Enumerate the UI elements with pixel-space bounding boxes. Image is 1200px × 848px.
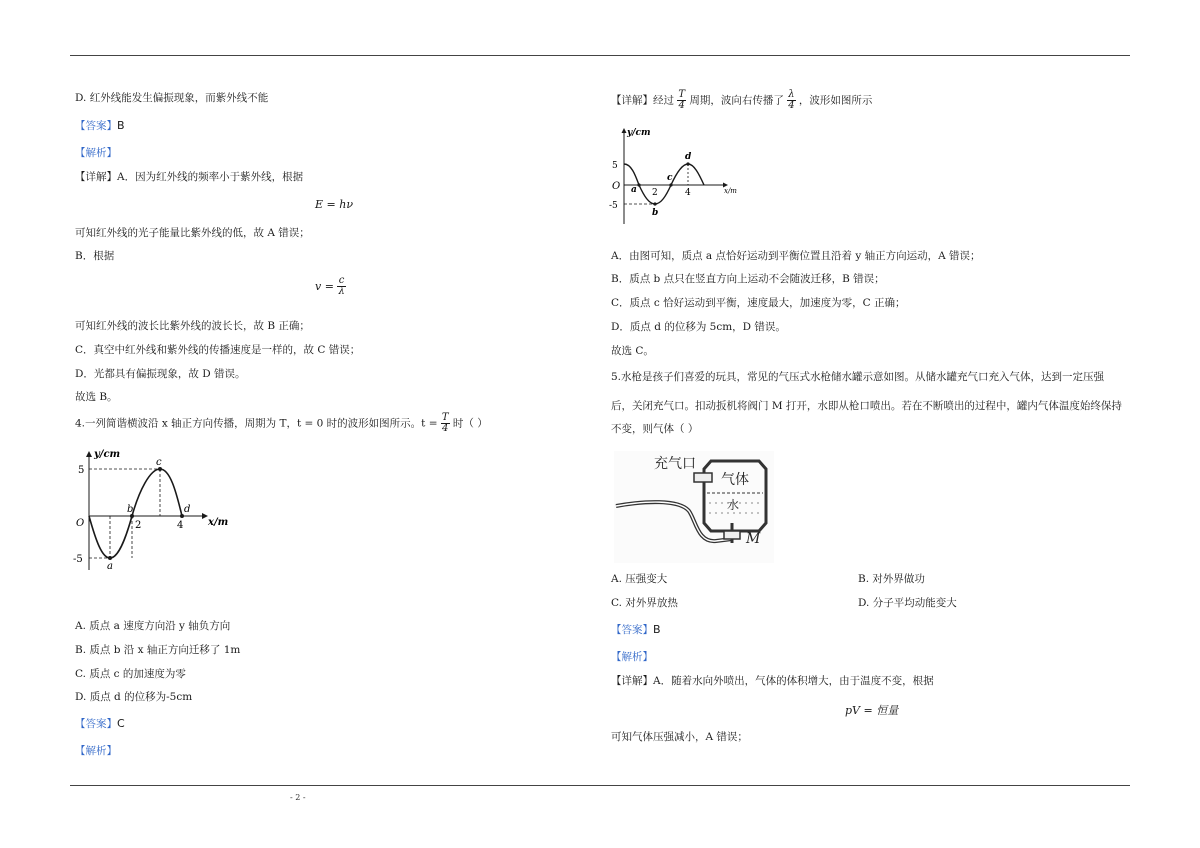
conclusion-b: 可知红外线的波长比紫外线的波长长，故 B 正确； <box>75 320 310 332</box>
q5-stem-line3: 不变，则气体（ ） <box>611 423 699 435</box>
x-tick-4: 4 <box>177 520 184 531</box>
detail-d: D．光都具有偏振现象，故 D 错误。 <box>75 368 246 380</box>
y-tick-neg5: -5 <box>73 554 83 565</box>
q4-option-a: A. 质点 a 速度方向沿 y 轴负方向 <box>75 620 231 632</box>
point-a-label: a <box>107 561 113 572</box>
wave-figure-t0 <box>72 446 232 576</box>
q5-stem-line2: 后，关闭充气口。扣动扳机将阀门 M 打开，水即从枪口喷出。若在不断喷出的过程中，罐内气体温度始终保持 <box>611 400 1122 412</box>
x-axis-label: x/m <box>208 517 229 528</box>
x-tick-4: 4 <box>685 188 691 198</box>
q4-option-c: C. 质点 c 的加速度为零 <box>75 668 186 680</box>
point-a <box>637 183 640 186</box>
point-c-label: c <box>667 173 673 183</box>
point-d-label: d <box>685 152 692 162</box>
analysis-label: 【解析】 <box>75 147 117 159</box>
r-detail-c: C．质点 c 恰好运动到平衡，速度最大，加速度为零，C 正确； <box>611 297 906 309</box>
wave-figure-t-quarter <box>607 124 747 230</box>
detail-b: B．根据 <box>75 250 115 262</box>
question-4-stem: 4.一列简谐横波沿 x 轴正方向传播，周期为 T，t = 0 时的波形如图所示。t = $\frac{T}{4}$ 时（ ） <box>75 412 488 434</box>
point-a <box>108 556 112 560</box>
prev-option-d: D. 红外线能发生偏振现象，而紫外线不能 <box>75 92 269 104</box>
q5-option-a: A. 压强变大 <box>611 573 668 585</box>
q5-answer: 【答案】B <box>611 623 661 636</box>
x-tick-2: 2 <box>652 188 658 198</box>
point-c-label: c <box>156 457 162 468</box>
y-axis-label: y/cm <box>94 449 121 460</box>
q4-option-d: D. 质点 d 的位移为-5cm <box>75 691 193 703</box>
detail-a: 【详解】A．因为红外线的频率小于紫外线，根据 <box>75 171 304 183</box>
page-number: - 2 - <box>290 793 306 802</box>
detail-c: C．真空中红外线和紫外线的传播速度是一样的，故 C 错误； <box>75 344 361 356</box>
x-axis-label: x/m <box>724 187 737 195</box>
r-detail-b: B．质点 b 点只在竖直方向上运动不会随波迁移，B 错误； <box>611 273 885 285</box>
r-choose: 故选 C。 <box>611 345 654 357</box>
wave-curve <box>624 164 704 204</box>
q4-answer: 【答案】C <box>75 717 125 730</box>
point-b-label: b <box>652 208 659 218</box>
point-c <box>669 183 672 186</box>
equation-pv-const: pV = 恒量 <box>845 704 899 717</box>
q4-option-b: B. 质点 b 沿 x 轴正方向迁移了 1m <box>75 644 241 656</box>
answer-prev: 【答案】B <box>75 119 125 132</box>
q5-analysis-label: 【解析】 <box>611 651 653 663</box>
origin-label: O <box>76 518 85 529</box>
y-tick-5: 5 <box>78 465 85 476</box>
point-d <box>686 162 689 165</box>
q5-conclusion: 可知气体压强减小，A 错误； <box>611 731 748 743</box>
point-b-label: b <box>127 504 134 515</box>
point-d-label: d <box>184 504 191 515</box>
point-a-label: a <box>631 185 637 195</box>
wave-curve <box>89 469 182 558</box>
q5-option-c: C. 对外界放热 <box>611 597 678 609</box>
equation-e-hv: E = hν <box>315 198 354 211</box>
q5-option-d: D. 分子平均动能变大 <box>858 597 957 609</box>
y-tick-5: 5 <box>612 161 618 171</box>
valve-label: M <box>746 531 761 547</box>
x-tick-2: 2 <box>135 520 142 531</box>
footer-rule <box>70 785 1130 786</box>
gas-label: 气体 <box>721 472 749 488</box>
water-label: 水 <box>727 498 740 512</box>
inlet-label: 充气口 <box>654 456 696 472</box>
inlet-valve <box>694 473 712 482</box>
q4-detail: 【详解】经过 $\frac{T}{4}$ 周期，波向右传播了 $\frac{\lambda}{4}$ ，波形如图所示 <box>611 89 873 111</box>
header-rule <box>70 55 1130 56</box>
conclusion-a: 可知红外线的光子能量比紫外线的低，故 A 错误； <box>75 227 310 239</box>
y-tick-neg5: -5 <box>609 201 618 211</box>
r-detail-d: D．质点 d 的位移为 5cm，D 错误。 <box>611 321 786 333</box>
choose-b: 故选 B。 <box>75 391 118 403</box>
q5-option-b: B. 对外界做功 <box>858 573 925 585</box>
q5-stem-line1: 5.水枪是孩子们喜爱的玩具，常见的气压式水枪储水罐示意如图。从储水罐充气口充入气体，达到一定压强 <box>611 371 1105 383</box>
point-b <box>653 202 656 205</box>
water-gun-tank-figure <box>614 451 774 563</box>
q4-analysis-label: 【解析】 <box>75 745 117 757</box>
valve-m <box>724 531 740 539</box>
r-detail-a: A．由图可知，质点 a 点恰好运动到平衡位置且沿着 y 轴正方向运动，A 错误； <box>611 250 981 262</box>
y-axis-label: y/cm <box>627 128 651 138</box>
origin-label: O <box>612 181 621 192</box>
q5-detail: 【详解】A．随着水向外喷出，气体的体积增大，由于温度不变，根据 <box>611 675 934 687</box>
equation-v-c-lambda: v = $\frac{c}{\lambda}$ <box>315 275 345 297</box>
